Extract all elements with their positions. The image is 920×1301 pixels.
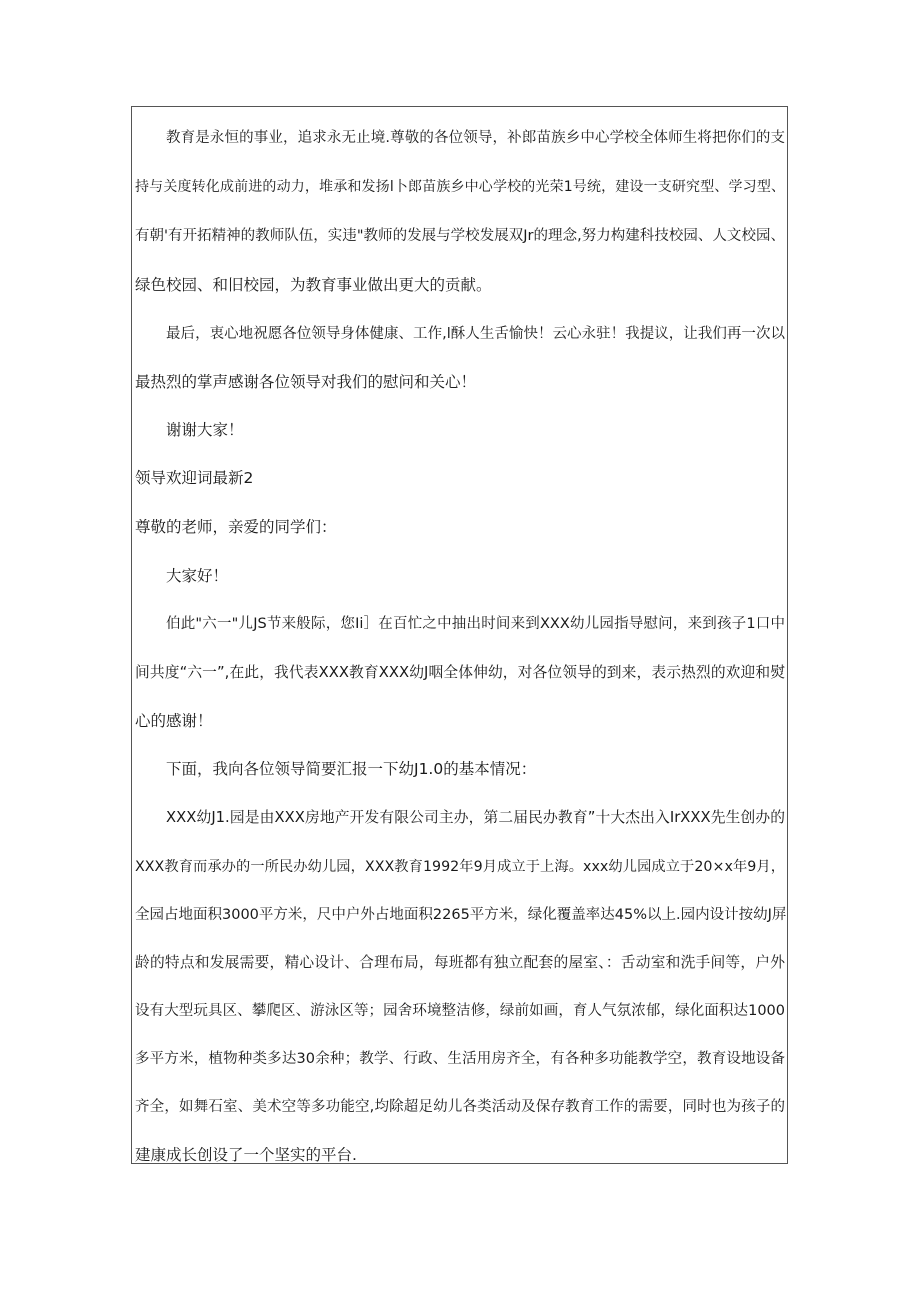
paragraph-5-line-4: 龄的特点和发展需要，精心设计、合理布局，每班都有独立配套的屋室、：舌动室和洗手间等，户外 [135,954,785,971]
paragraph-1-line-2: 持与关度转化成前进的动力，堆承和发扬l卜郎苗族乡中心学校的光荣1号统，建设一支研究型、学习型、 [135,179,785,195]
paragraph-3-line-1: 伯此"六一"儿JS节来般际，您Ii］在百忙之中抽出时间来到XXX幼儿园指导慰问，来到孩子1口中 [166,616,785,632]
paragraph-3-line-3: 心的感谢！ [135,712,213,730]
greeting: 大家好！ [166,567,229,585]
paragraph-1-line-1: 教育是永恒的事业，追求永无止境.尊敬的各位领导，补郎苗族乡中心学校全体师生将把你们的支 [166,130,785,146]
paragraph-1-line-3: 有朝'有开拓精神的教师队伍，实违"教师的发展与学校发展双Jr的理念,努力构建科技校园、人文校园、 [135,228,785,244]
paragraph-2-line-2: 最热烈的掌声感谢各位领导对我们的慰问和关心！ [135,373,477,391]
section-title: 领导欢迎词最新2 [135,469,254,487]
paragraph-5-line-8: 建康成长创设了一个坚实的平台. [135,1146,357,1164]
paragraph-5-line-6: 多平方米，植物种类多达30余种；教学、行政、生活用房齐全，有各种多功能教学空，教育设地设备 [135,1051,785,1067]
paragraph-5-line-1: XXX幼J1.园是由XXX房地产开发有限公司主办，第二届民办教育”十大杰出入IrXXX先生创办的 [166,809,785,826]
paragraph-5-line-2: XXX教育而承办的一所民办幼儿园，XXX教育1992年9月成立于上海。xxx幼儿园成立于20×x年9月， [135,859,785,875]
thanks-line: 谢谢大家！ [166,421,244,439]
paragraph-1-line-4: 绿色校园、和旧校园，为教育事业做出更大的贡献。 [135,276,492,294]
paragraph-3-line-2: 间共度“六一”,在此，我代表XXX教育XXX幼J咽全体伸幼，对各位领导的到来，表示热烈的欢迎和熨 [135,664,785,681]
paragraph-5-line-5: 设有大型玩具区、攀爬区、游泳区等；园舍环境整洁修，绿前如画，育人气氛浓郁，绿化面积达1000 [135,1003,785,1019]
paragraph-4-line-1: 下面，我向各位领导简要汇报一下幼J1.0的基本情况： [166,760,537,778]
paragraph-5-line-7: 齐全，如舞石室、美术空等多功能空,均除超足幼儿各类活动及保存教育工作的需要，同时也为孩子的 [135,1099,785,1115]
salutation: 尊敬的老师，亲爱的同学们： [135,518,337,536]
paragraph-2-line-1: 最后，衷心地祝愿各位领导身体健康、工作,l酥人生舌愉快！云心永驻！我提议，让我们再一次以 [166,326,785,342]
paragraph-5-line-3: 全园占地面积3000平方米，尺中户外占地面积2265平方米，绿化覆盖率达45%以上.园内设计按幼J屏 [135,907,787,923]
